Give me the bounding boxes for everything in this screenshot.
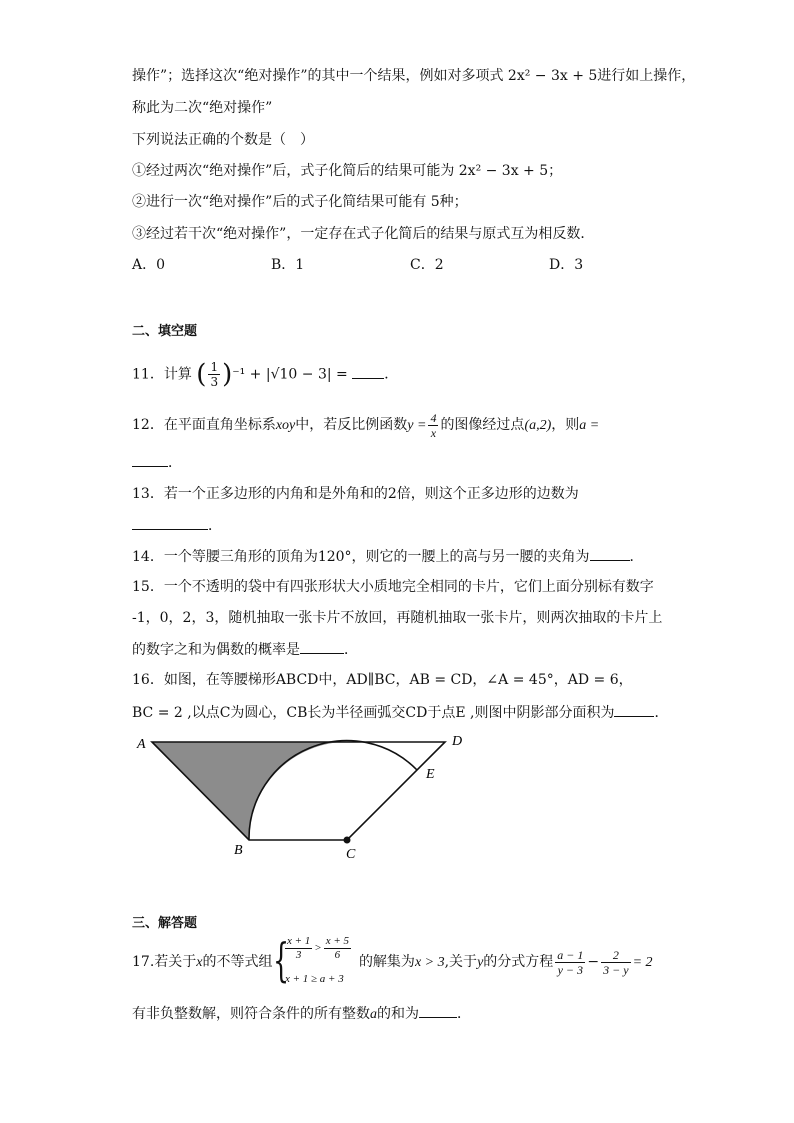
q17 (132, 934, 653, 990)
q17-prefix: 17.若关于 (132, 954, 197, 970)
q17-mid4: 的分式方程 (483, 954, 554, 970)
q17-mid2: 的解集为 (358, 954, 415, 970)
q17-ineq1-rden: 6 (334, 949, 341, 961)
q12-prefix: 12．在平面直角坐标系 (132, 417, 276, 433)
q17-answer-blank[interactable] (419, 1003, 457, 1018)
q12-frac-num: 4 (430, 410, 437, 425)
q14 (132, 546, 644, 567)
q13: 13．若一个正多边形的内角和是外角和的2倍，则这个正多边形的边数为 (132, 486, 579, 502)
q17-x: x (196, 955, 203, 970)
point-c-dot (344, 837, 351, 844)
q17-minus: − (587, 954, 600, 970)
q11-prefix: 11．计算 (132, 366, 192, 383)
q17-f2-den: 3 − y (603, 962, 629, 977)
q11-frac-den: 3 (210, 375, 219, 389)
q17-end: ． (457, 1006, 471, 1022)
q17-solution: x > 3 (414, 955, 445, 970)
q13-end: ． (208, 518, 222, 534)
label-a: A (137, 737, 146, 752)
q17-y: y (477, 955, 484, 970)
q16-line2-text: BC = 2 ,以点C为圆心，CB长为半径画弧交CD于点E ,则图中阴影部分面积为 (132, 705, 615, 721)
q17-eq: = 2 (632, 955, 653, 970)
q17-line2-end: 的和为 (377, 1006, 419, 1022)
q12-point: (a,2) (524, 418, 552, 433)
q17-ineq1-lnum: x + 1 (286, 935, 311, 947)
option-c: C．2 (410, 257, 444, 273)
q15-answer-blank[interactable] (300, 639, 344, 654)
q12 (132, 410, 599, 441)
q11-expression: ⁻¹ + |√10 − 3| = (232, 366, 348, 383)
q12-after: 的图像经过点 (440, 417, 525, 433)
q11: 11．计算 ( $\frac{1}{3}$ )⁻¹ + |√10 − 3| = ． (132, 359, 399, 390)
q12-func-lhs: y = (407, 418, 427, 433)
q15-line-3 (132, 639, 358, 660)
q15-end: ． (344, 642, 358, 658)
q13-line-2 (132, 515, 222, 536)
option-a: A．0 (132, 257, 166, 273)
q12-frac-den: x (430, 425, 437, 440)
q14-text: 14．一个等腰三角形的顶角为120°，则它的一腰上的高与另一腰的夹角为 (132, 549, 590, 565)
q10-statement-3: ③经过若干次“绝对操作”，一定存在式子化简后的结果与原式互为相反数． (132, 226, 595, 242)
q17-f2-num: 2 (601, 948, 630, 963)
trapezoid-figure (0, 730, 794, 870)
q12-a-eq: a = (579, 418, 600, 433)
q12-answer-blank[interactable] (132, 452, 168, 467)
q10-line-3: 下列说法正确的个数是（ ） (132, 132, 314, 148)
q17-f1-den: y − 3 (557, 962, 584, 977)
q15-line-1: 15．一个不透明的袋中有四张形状大小质地完全相同的卡片，它们上面分别标有数字 (132, 579, 654, 595)
q11-answer-blank[interactable] (352, 364, 384, 379)
q12-fraction (428, 411, 438, 440)
q12-end: ． (168, 455, 182, 471)
q12-xoy: xoy (275, 418, 296, 433)
q17-ineq1-op: > (314, 942, 322, 955)
q17-mid1: 的不等式组 (202, 954, 273, 970)
q16-end: ． (654, 705, 669, 721)
q17-f1-num: a − 1 (557, 947, 584, 962)
q10-statement-2: ②进行一次“绝对操作”后的式子化简结果可能有 5种； (132, 194, 468, 210)
q11-end: ． (384, 366, 399, 383)
q10-options (132, 255, 652, 275)
label-d: D (452, 734, 463, 749)
q12-then: ，则 (551, 417, 580, 433)
q12-mid: 中，若反比例函数 (295, 417, 408, 433)
q16-line-2 (132, 702, 668, 723)
q14-end: ． (629, 549, 644, 565)
label-c: C (346, 847, 356, 862)
q17-ineq2: x + 1 ≥ a + 3 (284, 973, 344, 985)
q16-answer-blank[interactable] (614, 702, 654, 717)
q14-answer-blank[interactable] (590, 546, 630, 561)
q10-statement-1: ①经过两次“绝对操作”后，式子化简后的结果可能为 2x² − 3x + 5； (132, 163, 563, 179)
q17-ineq1-rnum: x + 5 (325, 935, 349, 947)
q10-line-2: 称此为二次“绝对操作” (132, 100, 273, 116)
q15-line-2: -1，0，2，3，随机抽取一张卡片不放回，再随机抽取一张卡片，则两次抽取的卡片上 (132, 610, 663, 626)
label-b: B (234, 843, 243, 858)
section-fill-in-title: 二、填空题 (132, 324, 198, 339)
q17-ineq1-lden: 3 (295, 949, 302, 961)
q11-frac-num: 1 (210, 360, 219, 374)
q16-line-1: 16．如图，在等腰梯形ABCD中，AD∥BC，AB = CD，∠A = 45°，AD = 6， (132, 672, 633, 688)
q17-system (273, 935, 359, 989)
q17-line2-text: 有非负整数解，则符合条件的所有整数 (132, 1006, 370, 1022)
q12-line-2 (132, 452, 182, 473)
label-e: E (426, 767, 435, 782)
q10-line-1: 操作”；选择这次“绝对操作”的其中一个结果，例如对多项式 2x² − 3x + 5进行如上操作， (132, 68, 696, 84)
option-d: D．3 (549, 257, 584, 273)
q11-fraction (208, 360, 220, 389)
option-b: B．1 (271, 257, 305, 273)
q15-line3-text: 的数字之和为偶数的概率是 (132, 642, 300, 658)
q17-mid3: ,关于 (444, 954, 478, 970)
brace-icon: { (272, 933, 290, 987)
q13-answer-blank[interactable] (132, 515, 208, 530)
q17-line-2 (132, 1003, 471, 1025)
section-answer-title: 三、解答题 (132, 916, 198, 931)
q17-a: a (370, 1007, 377, 1022)
